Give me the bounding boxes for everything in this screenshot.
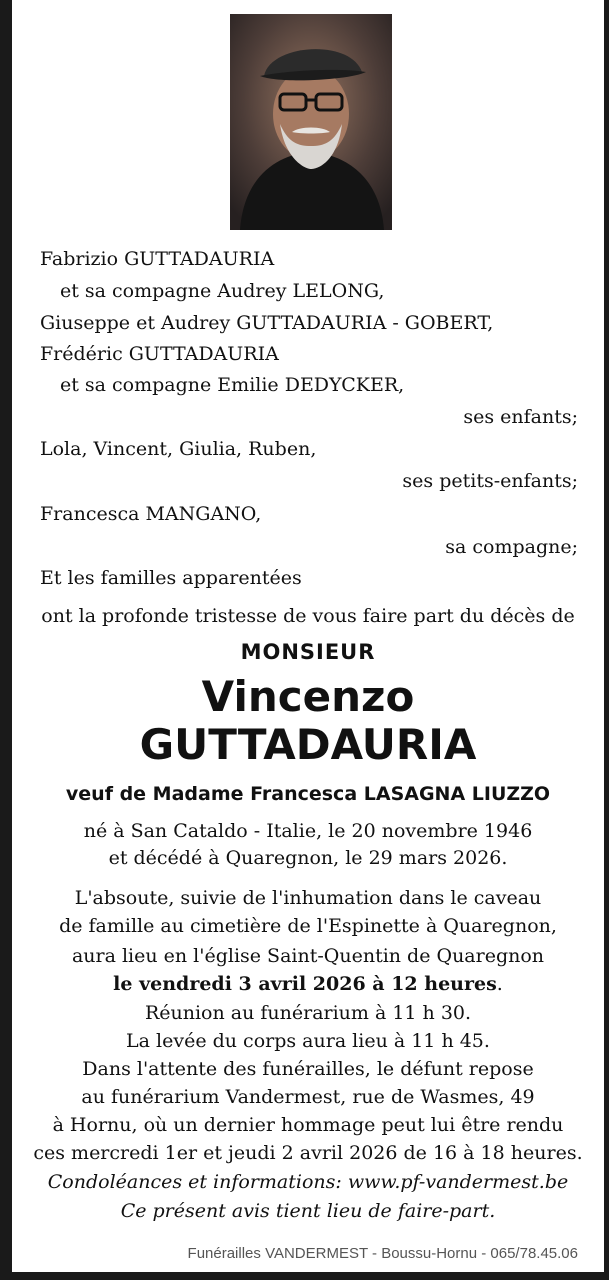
widow-of-line: veuf de Madame Francesca LASAGNA LIUZZO [65, 783, 551, 805]
ceremony-date [12, 972, 604, 996]
portrait-photo [230, 14, 392, 230]
condolences-line: Condoléances et informations: www.pf-vandermest.be [47, 1171, 569, 1193]
ceremony-date-end: . [496, 973, 503, 995]
death-line: et décédé à Quaregnon, le 29 mars 2026. [108, 847, 508, 869]
grandchildren-names: Lola, Vincent, Giulia, Ruben, [40, 438, 317, 460]
portrait-image [230, 14, 392, 230]
ceremony-line-8: au funérarium Vandermest, rue de Wasmes, 49 [81, 1086, 535, 1108]
family-line-4: Frédéric GUTTADAURIA [40, 343, 279, 365]
family-line-5: et sa compagne Emilie DEDYCKER, [60, 374, 405, 396]
grandchildren-label: ses petits-enfants; [402, 470, 578, 492]
family-line-1: Fabrizio GUTTADAURIA [40, 248, 275, 270]
partner-label: sa compagne; [445, 536, 578, 558]
family-line-2: et sa compagne Audrey LELONG, [60, 280, 385, 302]
deceased-first-name: Vincenzo [201, 672, 415, 721]
family-line-3: Giuseppe et Audrey GUTTADAURIA - GOBERT, [40, 312, 494, 334]
notice-line: Ce présent avis tient lieu de faire-part. [120, 1200, 496, 1222]
children-label: ses enfants; [463, 406, 578, 428]
ceremony-line-9: à Hornu, où un dernier hommage peut lui être rendu [52, 1114, 564, 1136]
obituary-card [12, 0, 604, 1272]
birth-line: né à San Cataldo - Italie, le 20 novembre 1946 [83, 820, 533, 842]
footer-text: Funérailles VANDERMEST - Boussu-Hornu - 065/78.45.06 [187, 1245, 578, 1262]
ceremony-line-1: L'absoute, suivie de l'inhumation dans le caveau [74, 887, 542, 909]
ceremony-line-3: aura lieu en l'église Saint-Quentin de Quaregnon [71, 945, 545, 967]
deceased-last-name: GUTTADAURIA [139, 720, 477, 769]
announcement-line: ont la profonde tristesse de vous faire part du décès de [41, 605, 575, 627]
ceremony-line-7: Dans l'attente des funérailles, le défunt repose [82, 1058, 534, 1080]
ceremony-date-bold: le vendredi 3 avril 2026 à 12 heures [113, 973, 497, 995]
ceremony-line-10: ces mercredi 1er et jeudi 2 avril 2026 de 16 à 18 heures. [33, 1142, 583, 1164]
ceremony-line-6: La levée du corps aura lieu à 11 h 45. [126, 1030, 490, 1052]
relatives-line: Et les familles apparentées [40, 567, 302, 589]
ceremony-line-5: Réunion au funérarium à 11 h 30. [144, 1002, 472, 1024]
deceased-title: MONSIEUR [240, 640, 376, 664]
ceremony-line-2: de famille au cimetière de l'Espinette à Quaregnon, [59, 915, 557, 937]
partner-name: Francesca MANGANO, [40, 503, 262, 525]
